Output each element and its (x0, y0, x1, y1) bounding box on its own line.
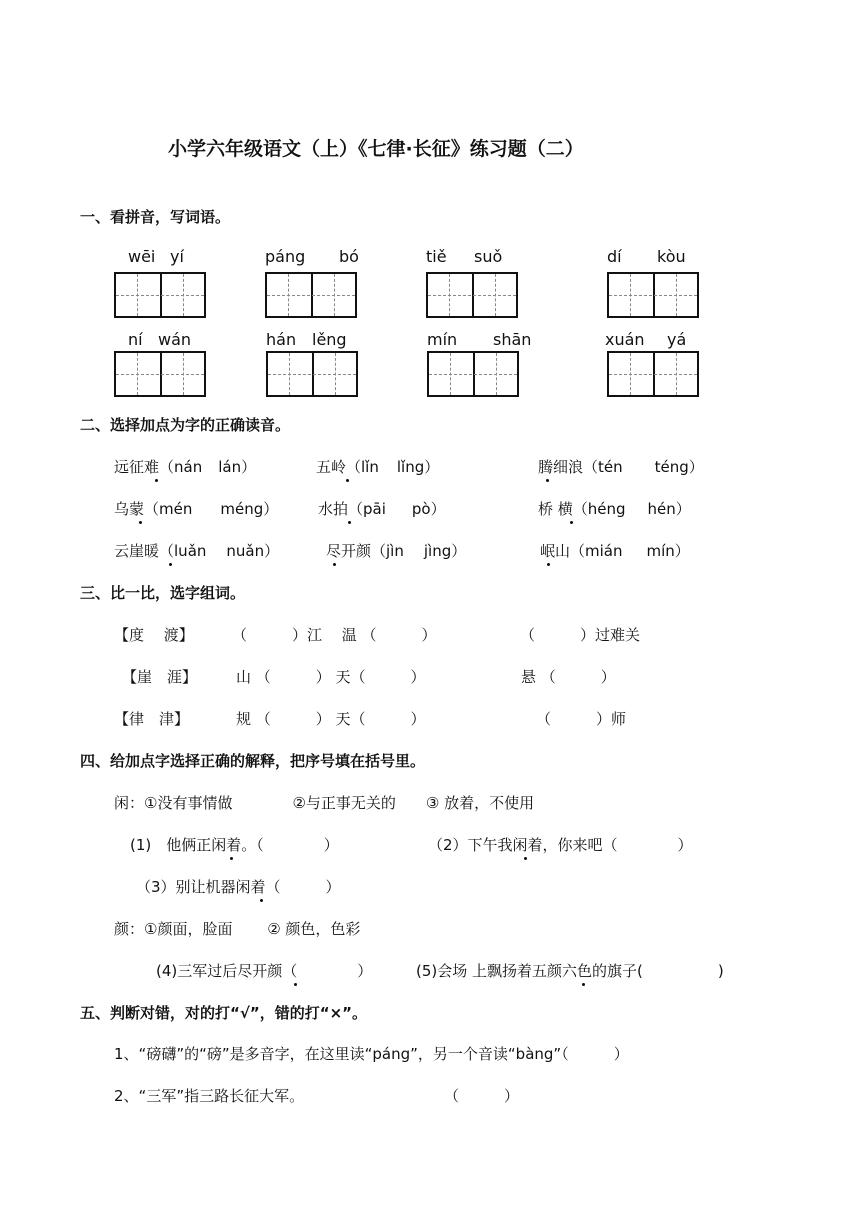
section4-heading: 四、给加点字选择正确的解释，把序号填在括号里。 (80, 752, 426, 770)
pinyin: lěng (312, 330, 347, 349)
pinyin: yí (170, 247, 184, 266)
emphasis-dot (547, 563, 550, 566)
pinyin: dí (607, 247, 622, 266)
s3-text: 规 （ ） 天（ ） (236, 710, 426, 728)
pinyin: tiě (426, 247, 447, 266)
pinyin: yá (667, 330, 687, 349)
emphasis-dot (546, 479, 549, 482)
writing-grid-box[interactable] (607, 272, 699, 318)
writing-grid-box[interactable] (427, 351, 519, 397)
emphasis-dot (169, 563, 172, 566)
pinyin: wán (158, 330, 192, 349)
s3-text: （ ）师 (536, 710, 627, 728)
judge-item-2-paren: （ ） (444, 1087, 520, 1105)
emphasis-dot (524, 857, 527, 860)
s3-text: 山 （ ） 天（ ） (236, 668, 426, 686)
s3-text: （ ）过难关 (520, 626, 641, 644)
s2-item: 岷山（mián mín） (540, 542, 690, 560)
writing-grid-box[interactable] (265, 272, 357, 318)
emphasis-dot (333, 563, 336, 566)
emphasis-dot (570, 521, 573, 524)
writing-grid-box[interactable] (266, 351, 358, 397)
s2-item: 云崖暖（luǎn nuǎn） (114, 542, 280, 560)
s2-item: 尽开颜（jìn jìng） (326, 542, 467, 560)
judge-item-1: 1、“磅礴”的“磅”是多音字，在这里读“páng”，另一个音读“bàng”（ ） (114, 1045, 629, 1063)
emphasis-dot (582, 983, 585, 986)
q1: (1) 他俩正闲着。（ ） (130, 836, 339, 854)
writing-grid-box[interactable] (607, 351, 699, 397)
section1-heading: 一、看拼音，写词语。 (80, 208, 231, 226)
xian-definitions: 闲：①没有事情做 ②与正事无关的 ③ 放着，不使用 (114, 794, 535, 812)
s3-text: 悬 （ ） (521, 668, 616, 686)
pinyin: ní (128, 330, 143, 349)
s3-pair: 【崖 涯】 (122, 668, 198, 686)
writing-grid-box[interactable] (426, 272, 518, 318)
emphasis-dot (155, 479, 158, 482)
emphasis-dot (346, 479, 349, 482)
emphasis-dot (294, 983, 297, 986)
writing-grid-box[interactable] (114, 351, 206, 397)
pinyin: hán (266, 330, 297, 349)
pinyin: bó (339, 247, 359, 266)
s2-item: 五岭（lǐn lǐng） (316, 458, 440, 476)
q5: (5)会场 上飘扬着五颜六色的旗子( ) (416, 962, 724, 980)
s2-item: 水拍（pāi pò） (318, 500, 446, 518)
q4: (4)三军过后尽开颜（ ） (156, 962, 373, 980)
s2-item: 远征难（nán lán） (114, 458, 257, 476)
s3-text: （ ）江 温 （ ） (232, 626, 437, 644)
pinyin: páng (265, 247, 306, 266)
s2-item: 乌蒙（mén méng） (114, 500, 279, 518)
section2-heading: 二、选择加点为字的正确读音。 (80, 416, 291, 434)
yan-definitions: 颜：①颜面，脸面 ② 颜色，色彩 (114, 920, 361, 938)
pinyin: suǒ (474, 247, 503, 266)
emphasis-dot (230, 857, 233, 860)
pinyin: kòu (657, 247, 686, 266)
pinyin: mín (427, 330, 458, 349)
emphasis-dot (139, 521, 142, 524)
emphasis-dot (260, 899, 263, 902)
pinyin: shān (493, 330, 532, 349)
s2-item: 腾细浪（tén téng） (538, 458, 704, 476)
pinyin: xuán (605, 330, 645, 349)
q2: （2）下午我闲着，你来吧（ ） (428, 836, 693, 854)
s2-item: 桥 横（héng hén） (538, 500, 691, 518)
section5-heading: 五、判断对错，对的打“√”，错的打“×”。 (80, 1004, 368, 1022)
pinyin: wēi (128, 247, 156, 266)
section3-heading: 三、比一比，选字组词。 (80, 584, 246, 602)
page-title: 小学六年级语文（上）《七律·长征》练习题（二） (168, 138, 584, 160)
s3-pair: 【度 渡】 (114, 626, 194, 644)
s3-pair: 【律 津】 (114, 710, 190, 728)
q3: （3）别让机器闲着（ ） (136, 878, 341, 896)
emphasis-dot (348, 521, 351, 524)
writing-grid-box[interactable] (114, 272, 206, 318)
judge-item-2: 2、“三军”指三路长征大军。 (114, 1087, 305, 1105)
